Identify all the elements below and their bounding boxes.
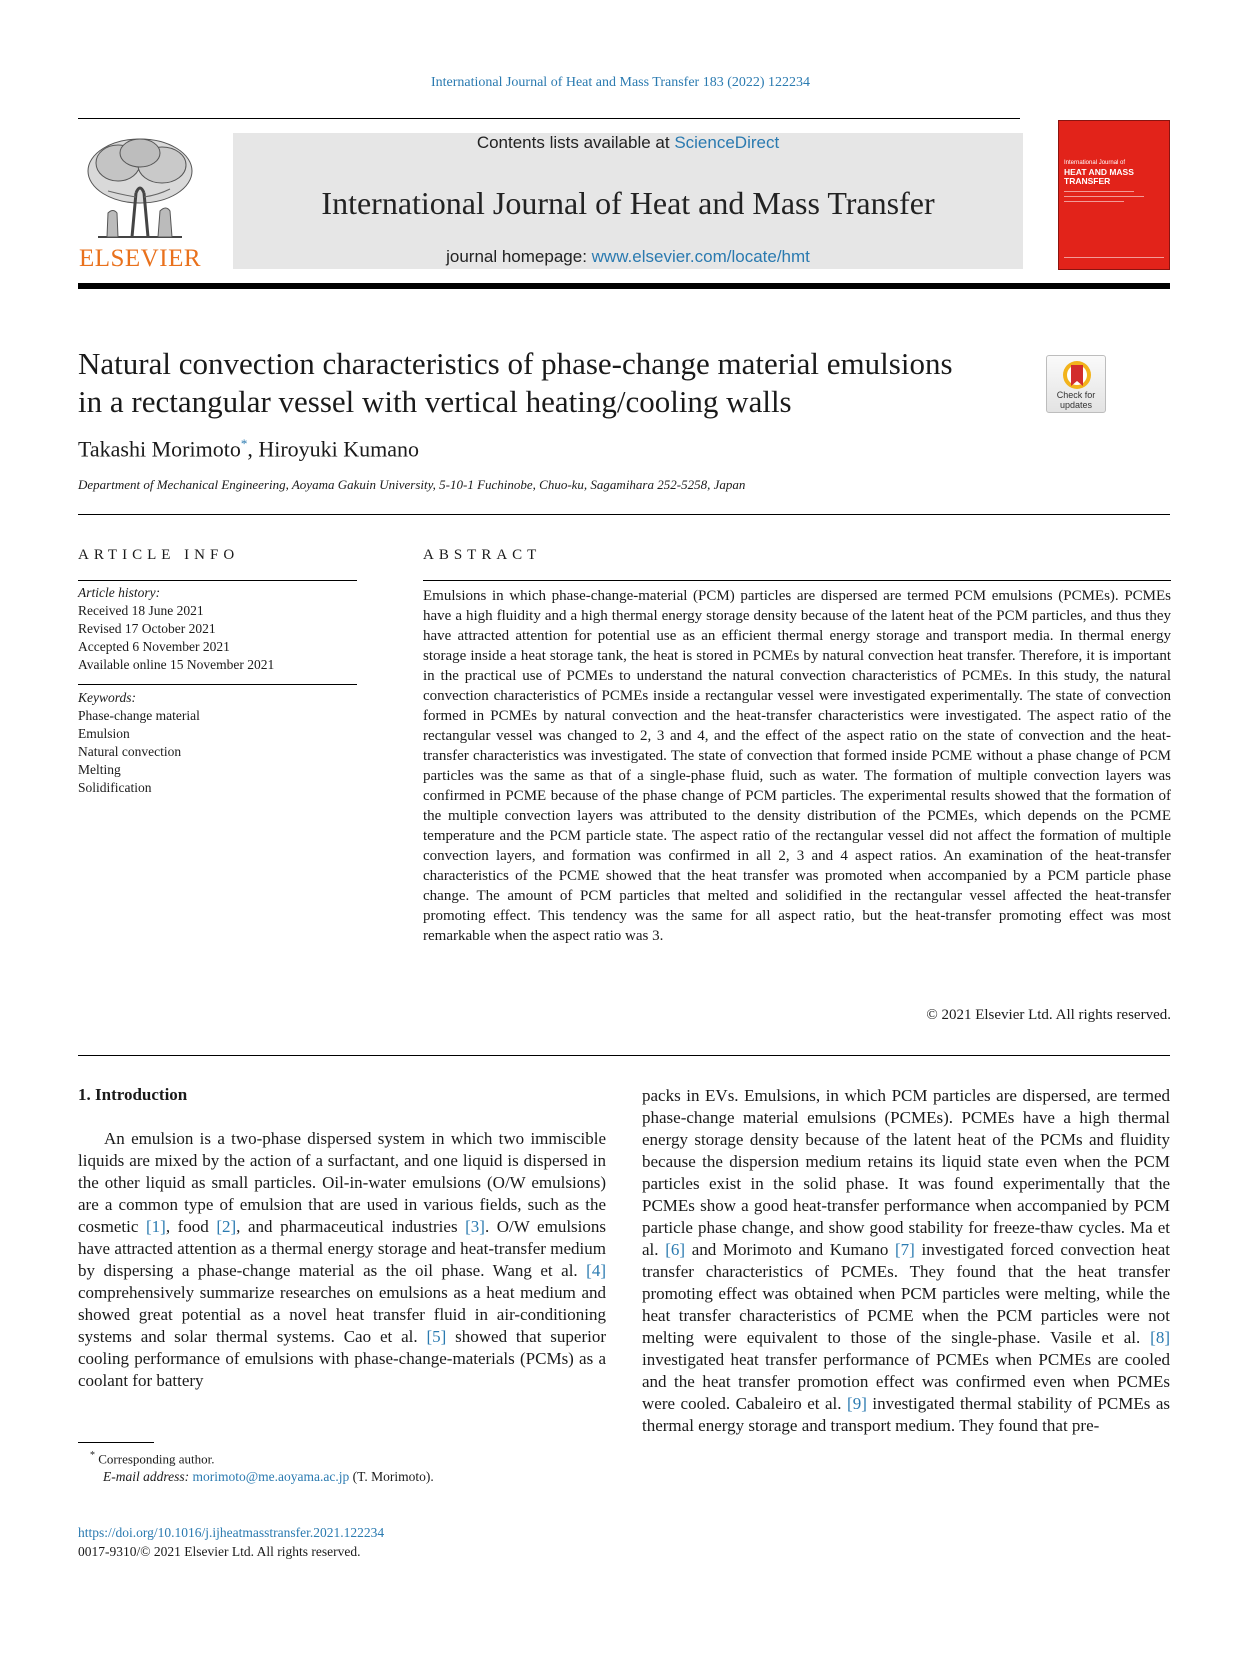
check-updates-label [1047,390,1105,410]
body-text: An emulsion is a two-phase dispersed system in which two immiscible liquids are mixed by the action of a surfactant, and one liquid is dispersed in the other liquid as small particles. Oil-in-water emulsions (O/W emulsions) are a common type of emulsion that are used in various fields, such as the cosmetic [78,1129,606,1236]
authors [78,436,419,462]
keyword-item: Emulsion [78,726,130,741]
check-for-updates-button[interactable] [1046,355,1106,413]
citation-link[interactable]: [6] [665,1240,686,1259]
affiliation: Department of Mechanical Engineering, Aoyama Gakuin University, 5-10-1 Fuchinobe, Chuo-ku, Sagamihara 252-5258, Japan [78,477,746,492]
cover-decoration [1064,201,1124,202]
article-title-line: in a rectangular vessel with vertical heating/cooling walls [78,384,792,419]
cover-title-line: International Journal of [1064,160,1126,166]
bookmark-icon [1047,358,1107,392]
contents-line [233,133,1023,153]
abstract-heading: ABSTRACT [423,547,542,563]
intro-left-column [78,1128,606,1392]
history-item: Accepted 6 November 2021 [78,639,230,654]
keyword-item: Solidification [78,780,152,795]
homepage-link[interactable]: www.elsevier.com/locate/hmt [591,247,810,266]
history-item: Revised 17 October 2021 [78,621,216,636]
homepage-line [233,247,1023,267]
journal-banner [233,133,1023,269]
email-label: E-mail address: [103,1469,193,1484]
body-text: investigated thermal stability of PCMEs as thermal energy storage and transport medium. They found that pre- [642,1394,1171,1435]
footnote-mark: * [90,1450,95,1461]
author-name[interactable]: Hiroyuki Kumano [258,436,420,462]
article-title-line: Natural convection characteristics of phase-change material emulsions [78,346,953,381]
email-suffix: (T. Morimoto). [349,1469,434,1484]
body-text: packs in EVs. Emulsions, in which PCM particles are dispersed, are termed phase-change material emulsions (PCMEs). PCMEs have a high thermal energy storage density because of the latent heat of the PCMs and fluidity because the dispersion medium retains its liquid state even when the PCM particles exist in the solid phase. It was found experimentally that the PCMEs show a good heat-transfer performance when accompanied by PCM particle phase change, and show good stability for freeze-thaw cycles. Ma et al. [642,1086,1170,1259]
doi-link[interactable]: https://doi.org/10.1016/j.ijheatmasstransfer.2021.122234 [78,1525,385,1540]
citation-link[interactable]: [8] [1150,1328,1170,1347]
history-item: Received 18 June 2021 [78,603,204,618]
corresponding-author-mark[interactable]: * [240,436,248,451]
keyword-item: Melting [78,762,121,777]
cover-decoration [1064,257,1164,258]
body-text: , food [165,1217,217,1236]
citation-link[interactable]: [7] [895,1240,915,1259]
cover-decoration [1064,191,1134,192]
footnote-email [103,1469,434,1485]
email-link[interactable]: morimoto@me.aoyama.ac.jp [192,1469,350,1484]
abstract-copyright: © 2021 Elsevier Ltd. All rights reserved. [926,1007,1171,1023]
cover-title [1064,159,1164,186]
history-label: Article history: [78,585,161,600]
author-separator: , [247,436,259,462]
keywords-label: Keywords: [78,690,136,705]
elsevier-wordmark: ELSEVIER [78,245,202,272]
issn-line: 0017-9310/© 2021 Elsevier Ltd. All rights reserved. [78,1544,361,1559]
body-text: , and pharmaceutical industries [236,1217,466,1236]
citation-link[interactable]: [9] [847,1394,867,1413]
check-updates-label-line: updates [1059,400,1093,410]
masthead-rule [78,283,1170,289]
citation-link[interactable]: [3] [465,1217,485,1236]
cover-decoration [1064,196,1144,197]
body-text: and Morimoto and Kumano [685,1240,895,1259]
citation-link[interactable]: [5] [426,1327,447,1346]
abstract-text: Emulsions in which phase-change-material (PCM) particles are dispersed are termed PCM emulsions (PCMEs). PCMEs have a high fluidity and a high thermal energy storage density because of the latent heat of the PCM particles, and thus they have attracted attention for potential use as an efficient thermal energy storage and transport media. In thermal energy storage inside a heat storage tank, the heat is stored in PCMEs by natural convection heat transfer. Therefore, it is important in the practical use of PCMEs to understand the natural convection characteristics of PCMEs. In this study, the natural convection characteristics of PCMEs inside a rectangular vessel were investigated experimentally. The state of convection formed in PCMEs by natural convection and the heat-transfer characteristics were investigated. The aspect ratio of the rectangular vessel was changed to 2, 3 and 4, and the effect of the aspect ratio on the state of convection and the heat-transfer characteristics was investigated. The state of convection that formed inside PCME without a phase change of PCM particles was the same as that of a single-phase fluid, such as water. The formation of multiple convection layers was confirmed in PCME because of the phase change of PCM particles. The experimental results showed that the formation of the multiple convection layers was attributed to the density distribution of the PCMEs, which depends on the PCME temperature and the PCM particle state. The aspect ratio of the rectangular vessel did not affect the formation of multiple convection layers, and formation was confirmed in all 2, 3 and 4 aspect ratios. An examination of the heat-transfer characteristics of the PCME showed that the heat transfer was promoted when accompanied by a PCM particle phase change. The amount of PCM particles that melted and solidified in the rectangular vessel affected the heat-transfer promoting effect. This tendency was the same for all aspect ratio, but the heat-transfer promoting effect was most remarkable when the aspect ratio was 3. [423,588,1171,944]
abstract-rule [423,580,1171,581]
article-title [78,345,1028,421]
body-text: investigated heat transfer performance of PCMEs when PCMEs are cooled and the heat transfer promotion effect was confirmed even when PCMEs were cooled. Cabaleiro et al. [642,1350,1170,1413]
article-info-rule [78,684,357,685]
top-rule [78,118,1020,119]
article-info-heading: ARTICLE INFO [78,547,240,563]
author-name[interactable]: Takashi Morimoto [78,436,241,462]
footnote-corresponding [90,1450,215,1467]
keywords [78,689,357,797]
elsevier-tree-icon [78,133,202,245]
homepage-prefix: journal homepage: [446,247,592,266]
intro-right-column [642,1085,1170,1437]
keyword-item: Natural convection [78,744,182,759]
article-history [78,584,357,674]
contents-prefix: Contents lists available at [476,133,675,152]
citation-link[interactable]: [2] [216,1217,237,1236]
sciencedirect-link[interactable]: ScienceDirect [674,133,780,152]
footnote-text: Corresponding author. [98,1451,215,1467]
section-rule [78,1055,1170,1056]
running-header[interactable]: International Journal of Heat and Mass Transfer 183 (2022) 122234 [430,75,811,90]
body-text: showed that superior cooling performance of emulsions with phase-change-materials (PCMs) as a coolant for battery [78,1327,606,1390]
cover-title-line: TRANSFER [1064,176,1111,186]
cover-title-line: HEAT AND MASS [1064,167,1134,177]
check-updates-label-line: Check for [1056,390,1096,400]
journal-title: International Journal of Heat and Mass Transfer [321,185,935,221]
article-info-rule [78,580,357,581]
keyword-item: Phase-change material [78,708,200,723]
body-text: . O/W emulsions have attracted attention as a thermal energy storage and heat-transfer medium by dispersing a phase-change material as the oil phase. Wang et al. [78,1217,606,1280]
citation-link[interactable]: [1] [145,1217,166,1236]
introduction-heading: 1. Introduction [78,1085,188,1104]
history-item: Available online 15 November 2021 [78,657,275,672]
elsevier-logo[interactable] [78,133,202,273]
footnote-rule [78,1442,154,1443]
citation-link[interactable]: [4] [586,1261,606,1280]
body-text: comprehensively summarize researches on emulsions as a heat medium and showed great potential as a novel heat transfer fluid in air-conditioning systems and solar thermal systems. Cao et al. [78,1283,606,1346]
body-text: investigated forced convection heat transfer characteristics of PCMEs. They found that the heat transfer promoting effect was obtained when PCM particles were melting, while the heat transfer characteristics of PCME when the PCM particles were not melting were equivalent to those of the single-phase. Vasile et al. [642,1240,1170,1347]
journal-cover-image[interactable] [1058,120,1170,270]
section-rule [78,514,1170,515]
